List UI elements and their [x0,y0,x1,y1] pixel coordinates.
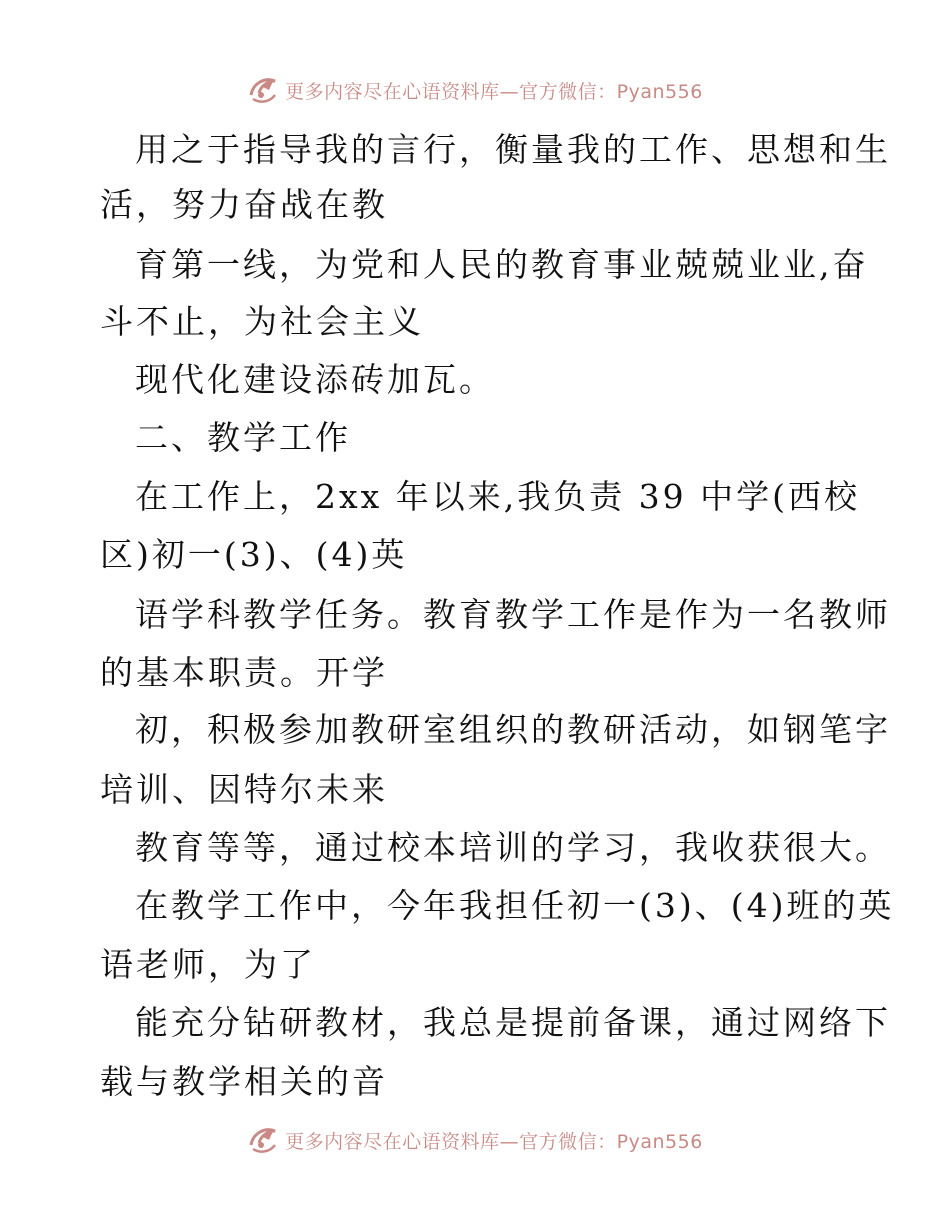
header-watermark [0,70,950,110]
footer-watermark [0,1120,950,1160]
text-line: 在工作上，2xx 年以来,我负责 39 中学(西校 [135,477,861,516]
section-heading: 二、教学工作 [135,418,351,457]
text-line: 培训、因特尔未来 [100,770,388,809]
text-line: 能充分钻研教材，我总是提前备课，通过网络下 [135,1003,891,1042]
pen-nib-swirl-icon [247,73,281,107]
text-line: 现代化建设添砖加瓦。 [135,360,495,399]
text-line: 斗不止，为社会主义 [100,302,424,341]
text-line: 育第一线，为党和人民的教育事业兢兢业业,奋 [135,245,869,284]
text-line: 语学科教学任务。教育教学工作是作为一名教师 [135,595,891,634]
watermark-text: 更多内容尽在心语资料库—官方微信：Pyan556 [285,80,703,103]
text-line: 教育等等，通过校本培训的学习，我收获很大。 [135,828,891,867]
text-line: 活，努力奋战在教 [100,185,388,224]
text-line: 在教学工作中，今年我担任初一(3)、(4)班的英 [135,886,895,925]
text-line: 初，积极参加教研室组织的教研活动，如钢笔字 [135,710,891,749]
text-line: 载与教学相关的音 [100,1062,388,1101]
pen-nib-swirl-icon [247,1123,281,1157]
watermark-text: 更多内容尽在心语资料库—官方微信：Pyan556 [285,1130,703,1153]
text-line: 语老师，为了 [100,945,316,984]
text-line: 区)初一(3)、(4)英 [100,535,408,574]
text-line: 的基本职责。开学 [100,653,388,692]
text-line: 用之于指导我的言行，衡量我的工作、思想和生 [135,130,891,169]
